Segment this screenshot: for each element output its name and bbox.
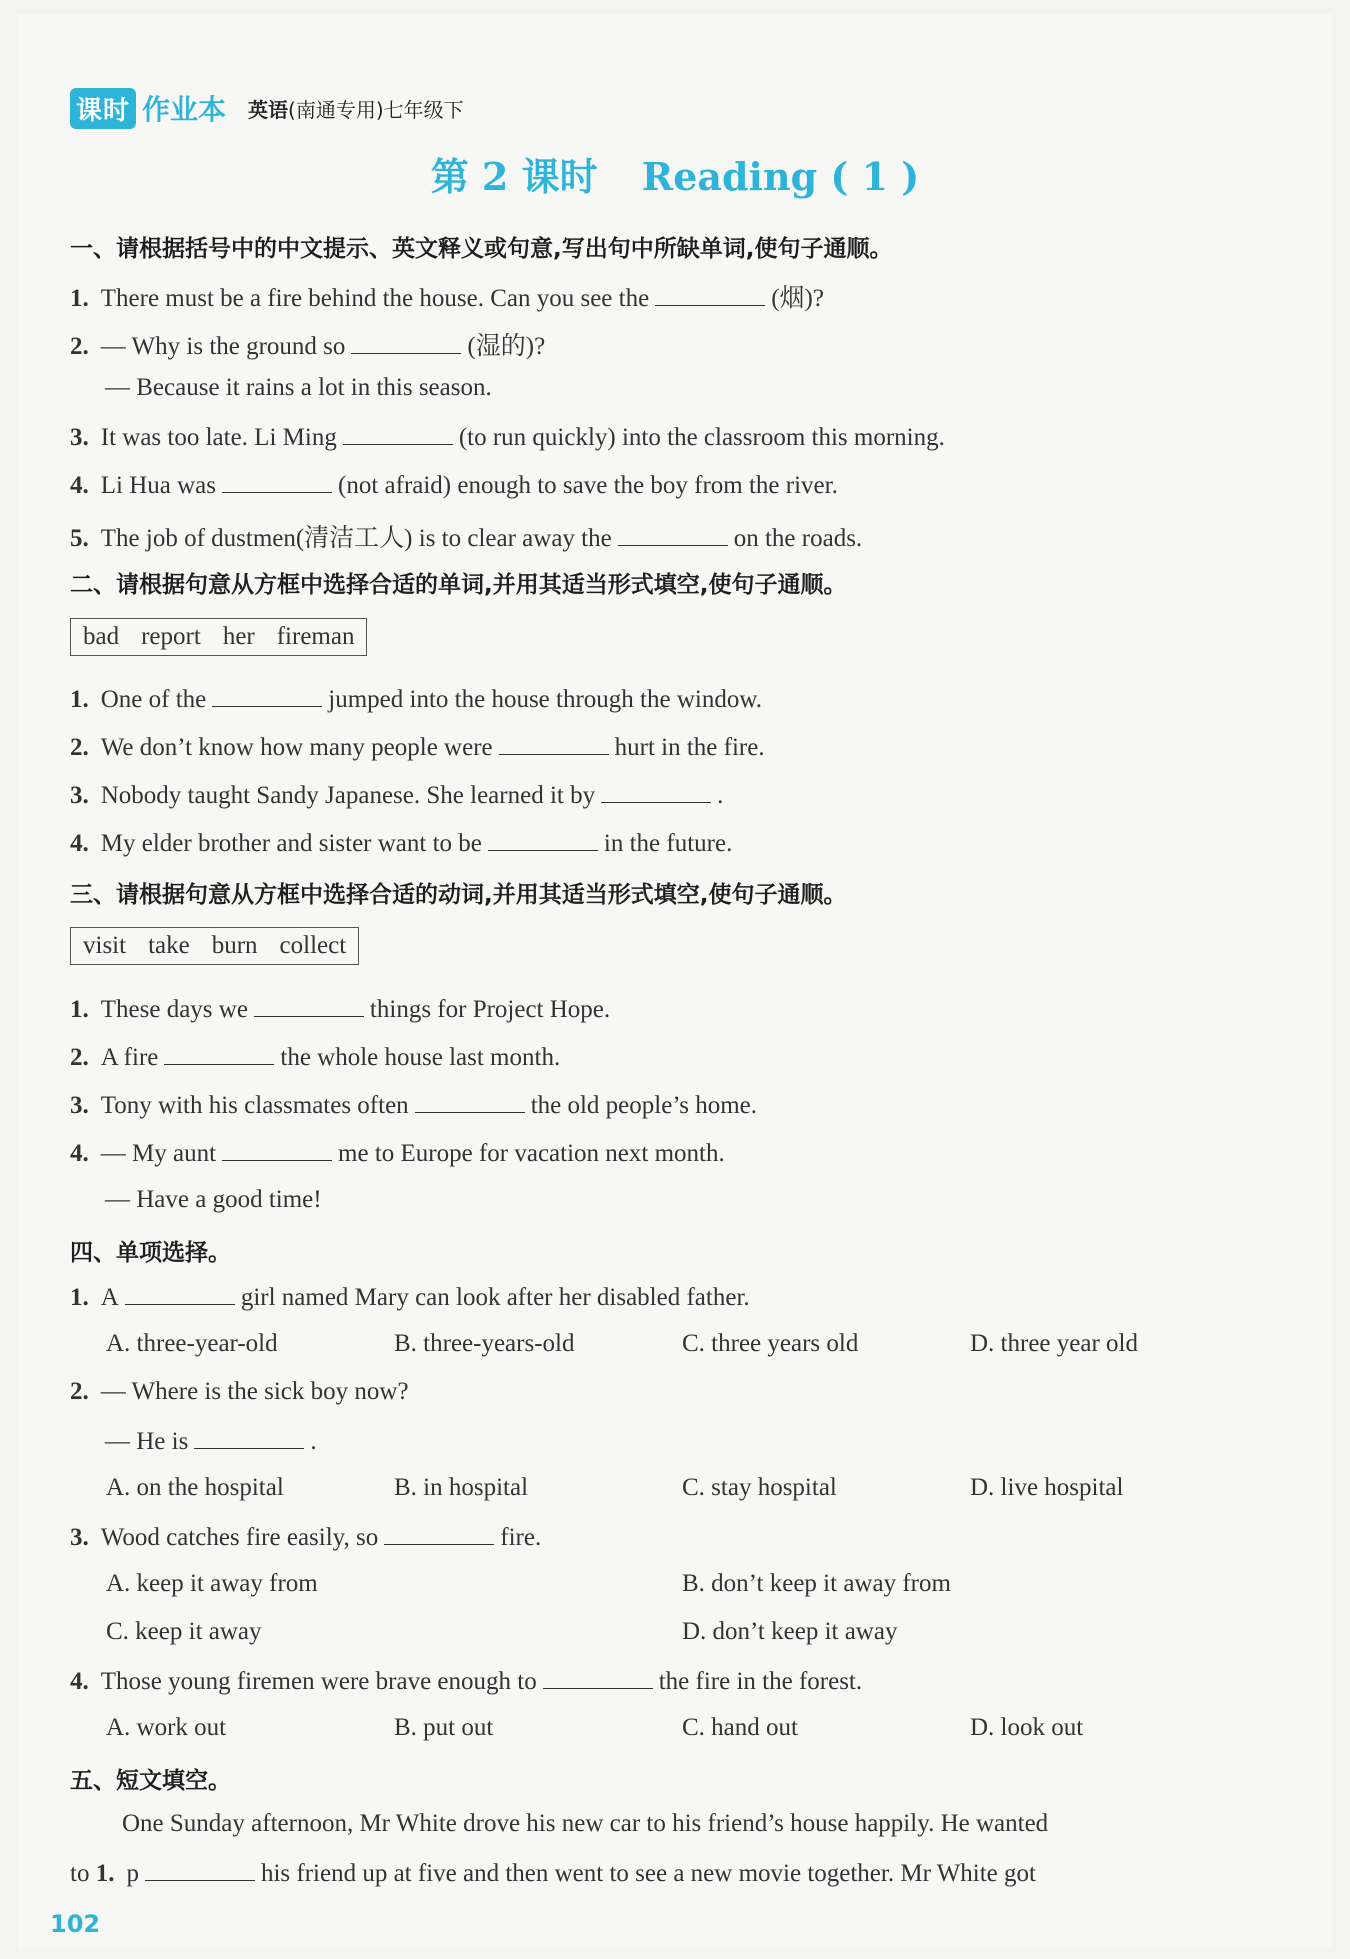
s4-q4-option-b[interactable]: B. put out — [394, 1714, 494, 1741]
section-3-heading: 三、请根据句意从方框中选择合适的动词,并用其适当形式填空,使句子通顺。 — [70, 882, 847, 908]
s4-q3-option-c[interactable]: C. keep it away — [106, 1618, 262, 1645]
s4-q2-option-c[interactable]: C. stay hospital — [682, 1474, 837, 1501]
answer-blank[interactable] — [415, 1090, 525, 1113]
answer-blank[interactable] — [499, 732, 609, 755]
s4-q3-option-a[interactable]: A. keep it away from — [106, 1570, 318, 1597]
s3-q4-reply: — Have a good time! — [105, 1186, 322, 1213]
s2-q3: 3. Nobody taught Sandy Japanese. She learned it by . — [70, 782, 724, 809]
answer-blank[interactable] — [254, 994, 364, 1017]
s1-q4: 4. Li Hua was (not afraid) enough to save the boy from the river. — [70, 472, 838, 499]
s1-q5: 5. The job of dustmen(清洁工人) is to clear away the on the roads. — [70, 525, 863, 552]
answer-blank[interactable] — [194, 1426, 304, 1449]
logo-ke: 课时 — [70, 88, 136, 129]
answer-blank[interactable] — [543, 1666, 653, 1689]
s4-q1-option-b[interactable]: B. three-years-old — [394, 1330, 575, 1357]
answer-blank[interactable] — [212, 684, 322, 707]
s4-q2: 2. — Where is the sick boy now? — [70, 1378, 409, 1405]
section-2-heading: 二、请根据句意从方框中选择合适的单词,并用其适当形式填空,使句子通顺。 — [70, 572, 847, 598]
section-5-heading: 五、短文填空。 — [70, 1768, 231, 1794]
s4-q2-option-a[interactable]: A. on the hospital — [106, 1474, 284, 1501]
passage-line-2: to 1. p his friend up at five and then went to see a new movie together. Mr White got — [70, 1860, 1036, 1887]
s1-q2-reply: — Because it rains a lot in this season. — [105, 374, 492, 401]
s1-q3: 3. It was too late. Li Ming (to run quickly) into the classroom this morning. — [70, 424, 945, 451]
answer-blank[interactable] — [488, 828, 598, 851]
s3-q3: 3. Tony with his classmates often the old people’s home. — [70, 1092, 758, 1119]
s4-q4-option-c[interactable]: C. hand out — [682, 1714, 798, 1741]
page-number: 102 — [50, 1910, 101, 1938]
word-box-2: bad report her fireman — [70, 618, 367, 656]
header — [70, 88, 464, 128]
logo-zuoye: 作业本 — [142, 93, 227, 126]
s1-q2: 2. — Why is the ground so (湿的)? — [70, 333, 546, 360]
word-box-3: visit take burn collect — [70, 927, 359, 965]
answer-blank[interactable] — [222, 470, 332, 493]
s3-q1: 1. These days we things for Project Hope. — [70, 996, 611, 1023]
s4-q1-option-c[interactable]: C. three years old — [682, 1330, 859, 1357]
answer-blank[interactable] — [655, 283, 765, 306]
s1-q1: 1. There must be a fire behind the house. Can you see the (烟)? — [70, 285, 824, 312]
s4-q2-reply: — He is . — [105, 1428, 317, 1455]
section-4-heading: 四、单项选择。 — [70, 1240, 231, 1266]
s4-q4-option-a[interactable]: A. work out — [106, 1714, 227, 1741]
s2-q2: 2. We don’t know how many people were hurt in the fire. — [70, 734, 765, 761]
answer-blank[interactable] — [222, 1138, 332, 1161]
answer-blank[interactable] — [125, 1282, 235, 1305]
s4-q1: 1. A girl named Mary can look after her disabled father. — [70, 1284, 750, 1311]
s4-q3-option-b[interactable]: B. don’t keep it away from — [682, 1570, 951, 1597]
lesson-title: 第 2 课时 Reading ( 1 ) — [430, 154, 920, 199]
s4-q2-option-d[interactable]: D. live hospital — [970, 1474, 1124, 1501]
s4-q4-option-d[interactable]: D. look out — [970, 1714, 1084, 1741]
book-title: 英语(南通专用)七年级下 — [248, 97, 464, 122]
s4-q3-option-d[interactable]: D. don’t keep it away — [682, 1618, 898, 1645]
answer-blank[interactable] — [343, 422, 453, 445]
answer-blank[interactable] — [384, 1522, 494, 1545]
answer-blank[interactable] — [145, 1858, 255, 1881]
s2-q1: 1. One of the jumped into the house through the window. — [70, 686, 763, 713]
s3-q4: 4. — My aunt me to Europe for vacation next month. — [70, 1140, 725, 1167]
answer-blank[interactable] — [601, 780, 711, 803]
s4-q4: 4. Those young firemen were brave enough to the fire in the forest. — [70, 1668, 863, 1695]
answer-blank[interactable] — [164, 1042, 274, 1065]
passage-line-1: One Sunday afternoon, Mr White drove his new car to his friend’s house happily. He wanted — [122, 1810, 1049, 1837]
s4-q2-option-b[interactable]: B. in hospital — [394, 1474, 529, 1501]
s4-q1-option-d[interactable]: D. three year old — [970, 1330, 1138, 1357]
answer-blank[interactable] — [618, 523, 728, 546]
s3-q2: 2. A fire the whole house last month. — [70, 1044, 561, 1071]
logo — [70, 88, 226, 129]
section-1-heading: 一、请根据括号中的中文提示、英文释义或句意,写出句中所缺单词,使句子通顺。 — [70, 236, 893, 262]
s4-q1-option-a[interactable]: A. three-year-old — [106, 1330, 278, 1357]
answer-blank[interactable] — [351, 331, 461, 354]
s2-q4: 4. My elder brother and sister want to be in the future. — [70, 830, 733, 857]
s4-q3: 3. Wood catches fire easily, so fire. — [70, 1524, 542, 1551]
